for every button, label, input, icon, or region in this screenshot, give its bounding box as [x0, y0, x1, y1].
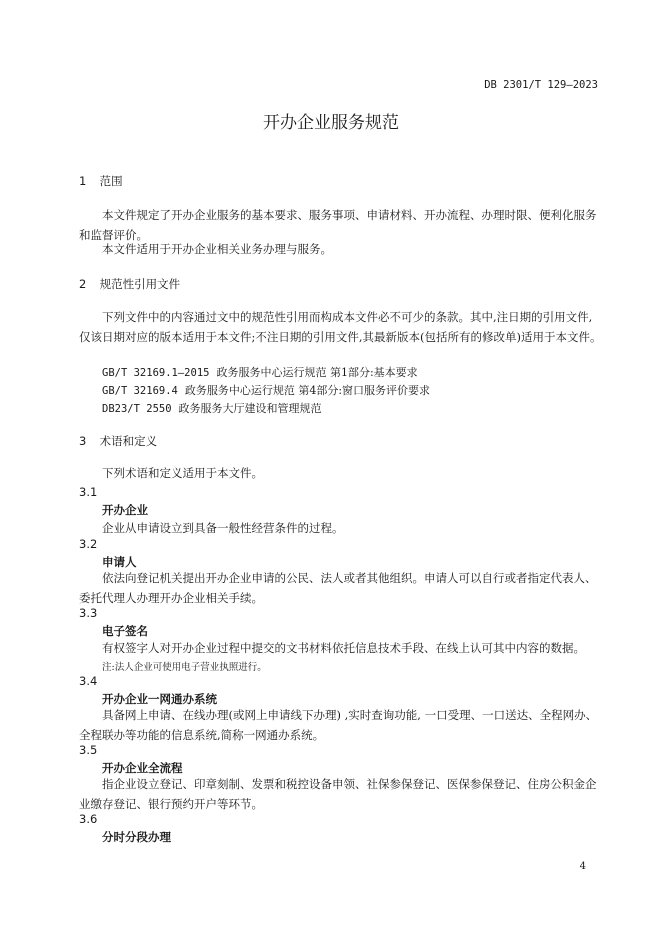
section-number: 1	[79, 174, 87, 188]
page-number: 4	[579, 861, 586, 872]
term-name: 电子签名	[102, 624, 148, 638]
reference-code: GB/T 32169.1—2015	[102, 367, 210, 379]
scope-paragraph-1: 本文件规定了开办企业服务的基本要求、服务事项、申请材料、开办流程、办理时限、便利化服务和监督评价。	[79, 208, 597, 242]
clause-number: 3.1	[79, 485, 98, 499]
reference-title: 政务服务大厅建设和管理规范	[178, 402, 322, 415]
reference-title: 政务服务中心运行规范 第1部分:基本要求	[216, 366, 418, 379]
section-number: 2	[79, 277, 87, 291]
section-2-heading	[79, 276, 180, 292]
term-name: 开办企业一网通办系统	[102, 692, 217, 706]
standard-code: DB 2301/T 129—2023	[484, 79, 598, 91]
term-name: 开办企业全流程	[102, 761, 183, 775]
section-1-heading	[79, 173, 123, 189]
term-definition: 有权签字人对开办企业过程中提交的文书材料依托信息技术手段、在线上认可其中内容的数据。	[102, 641, 585, 655]
term-name: 分时分段办理	[102, 830, 171, 844]
reference-item	[102, 364, 418, 380]
section-title: 范围	[99, 174, 123, 188]
clause-number: 3.6	[79, 812, 98, 826]
reference-item	[102, 382, 430, 398]
clause-number: 3.2	[79, 537, 98, 551]
term-note: 注:法人企业可使用电子营业执照进行。	[102, 662, 267, 673]
term-definition: 具备网上申请、在线办理(或网上申请线下办理) ,实时查询功能, 一口受理、一口送达、全程网办、全程联办等功能的信息系统,简称一网通办系统。	[79, 708, 598, 742]
reference-item	[102, 400, 322, 416]
reference-code: DB23/T 2550	[102, 403, 172, 415]
normative-references-paragraph: 下列文件中的内容通过文中的规范性引用而构成本文件必不可少的条款。其中,注日期的引用文件,仅该日期对应的版本适用于本文件;不注日期的引用文件,其最新版本(包括所有的修改单)适用于本文件。	[79, 310, 602, 344]
section-number: 3	[79, 434, 87, 448]
reference-code: GB/T 32169.4	[102, 385, 178, 397]
terms-intro: 下列术语和定义适用于本文件。	[102, 466, 263, 480]
clause-number: 3.3	[79, 606, 98, 620]
section-title: 术语和定义	[99, 434, 158, 448]
scope-paragraph-2: 本文件适用于开办企业相关业务办理与服务。	[102, 242, 332, 256]
term-name: 申请人	[102, 555, 137, 569]
term-definition: 指企业设立登记、印章刻制、发票和税控设备申领、社保参保登记、医保参保登记、住房公积金企业缴存登记、银行预约开户等环节。	[79, 777, 597, 811]
document-title: 开办企业服务规范	[263, 113, 399, 133]
reference-title: 政务服务中心运行规范 第4部分:窗口服务评价要求	[184, 384, 431, 397]
term-definition: 依法向登记机关提出开办企业申请的公民、法人或者其他组织。申请人可以自行或者指定代表人、委托代理人办理开办企业相关手续。	[79, 571, 597, 605]
section-title: 规范性引用文件	[99, 277, 181, 291]
section-3-heading	[79, 433, 157, 449]
term-definition: 企业从申请设立到具备一般性经营条件的过程。	[102, 521, 344, 535]
clause-number: 3.5	[79, 743, 98, 757]
term-name: 开办企业	[102, 503, 148, 517]
clause-number: 3.4	[79, 674, 98, 688]
